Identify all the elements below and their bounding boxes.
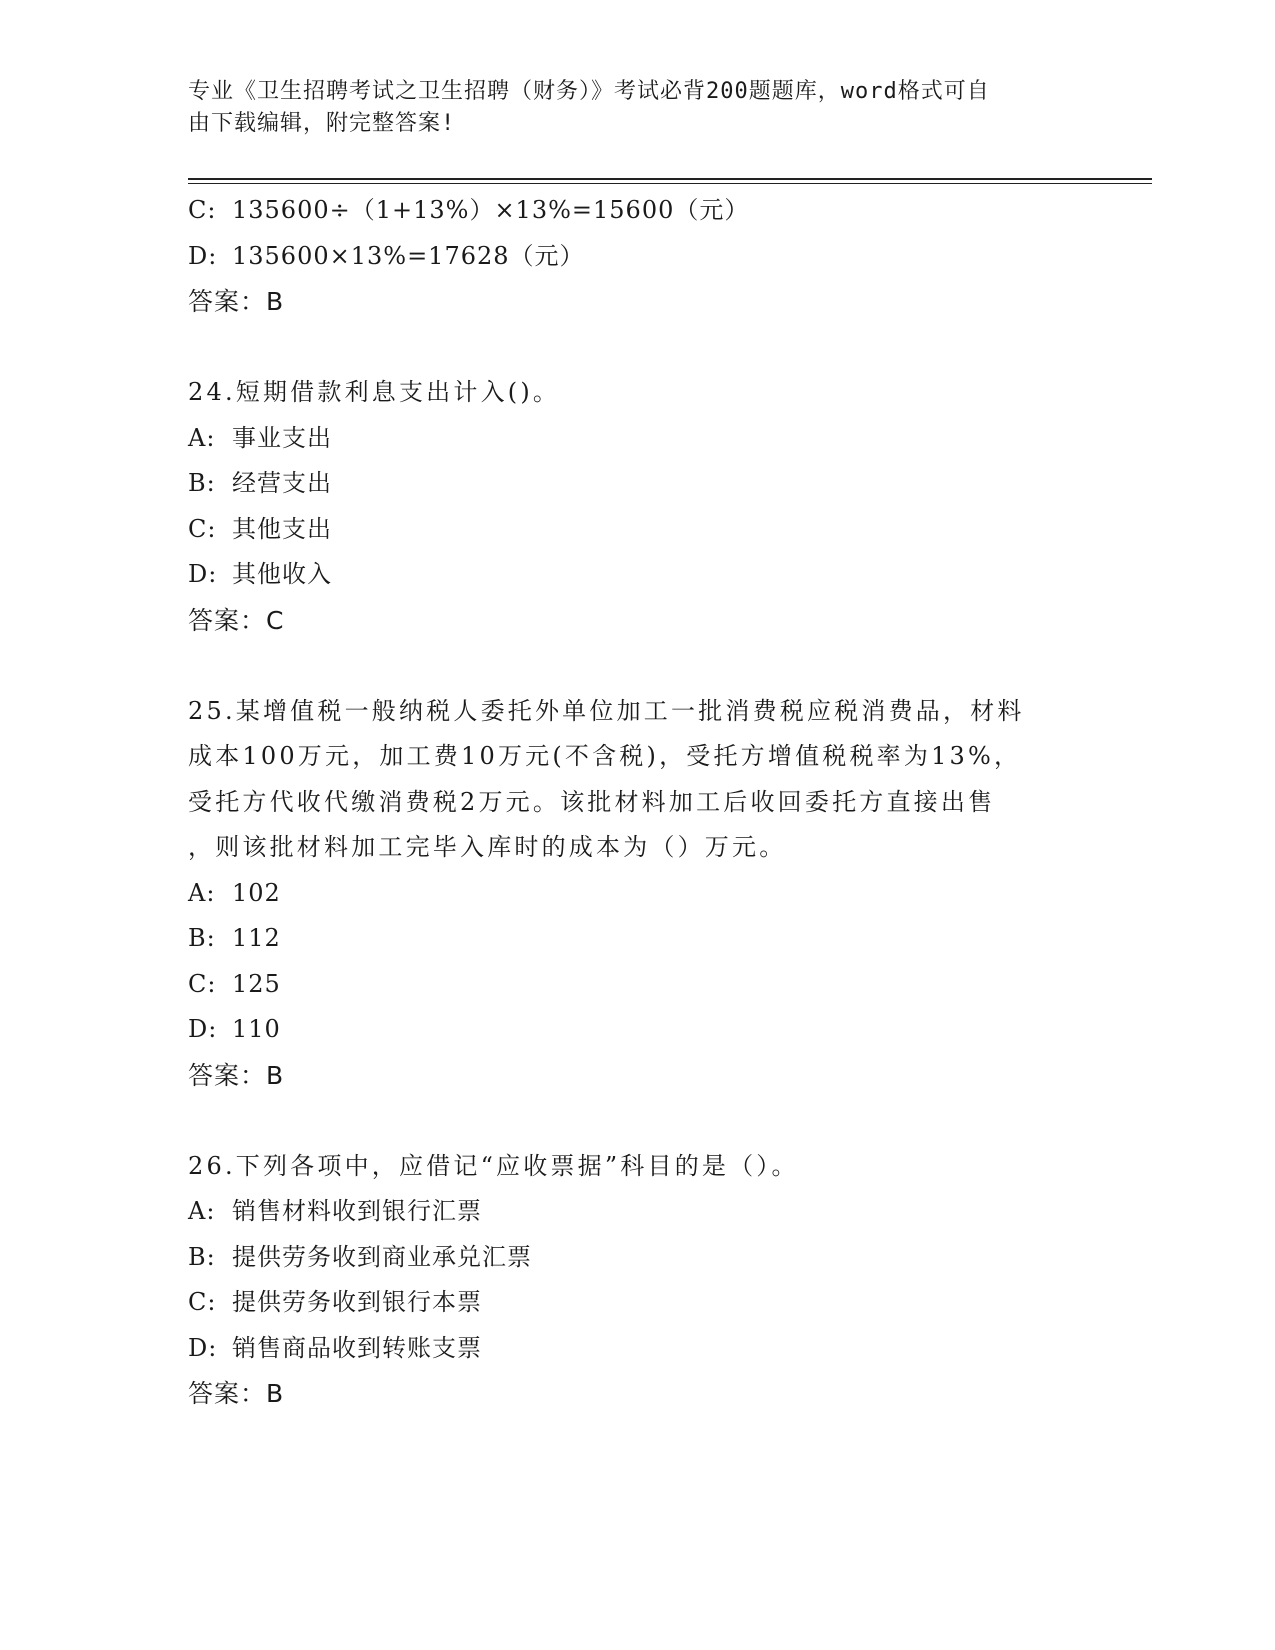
option-c (188, 188, 1088, 234)
stem-line: 24.短期借款利息支出计入()。 (188, 378, 561, 406)
option-text: 135600×13%=17628（元） (232, 241, 585, 270)
option-d (188, 234, 1088, 280)
option-text: 提供劳务收到商业承兑汇票 (232, 1242, 532, 1271)
option-text: 经营支出 (232, 469, 332, 497)
option-a (188, 1189, 1088, 1235)
option-b (188, 1235, 1088, 1281)
option-letter: B: (188, 1242, 216, 1271)
option-a (188, 871, 1088, 917)
option-letter: D: (188, 241, 218, 270)
question-stem (188, 370, 1068, 416)
option-letter: D: (188, 560, 218, 588)
option-d (188, 1326, 1088, 1372)
option-c (188, 1280, 1088, 1326)
answer-line: 答案：B (188, 1060, 285, 1090)
spacer (188, 325, 1088, 371)
option-letter: B: (188, 924, 216, 952)
option-text: 125 (232, 969, 281, 998)
option-d (188, 552, 1088, 598)
option-letter: A: (188, 423, 216, 452)
spacer (188, 643, 1088, 689)
question-24 (188, 370, 1088, 643)
option-b (188, 461, 1088, 507)
spacer (188, 1098, 1088, 1144)
option-letter: C: (188, 196, 217, 224)
option-text: 其他收入 (232, 560, 332, 588)
option-letter: A: (188, 878, 216, 907)
stem-line: 26.下列各项中，应借记“应收票据”科目的是（）。 (188, 1151, 799, 1180)
option-letter: C: (188, 514, 217, 543)
option-letter: B: (188, 469, 216, 497)
option-c (188, 507, 1088, 553)
option-text: 销售商品收到转账支票 (232, 1333, 482, 1362)
answer-line: 答案：C (188, 605, 285, 635)
question-stem (188, 689, 1068, 871)
question-stem (188, 1144, 1068, 1190)
option-text: 110 (232, 1015, 281, 1043)
stem-line: 成本100万元，加工费10万元(不含税)，受托方增值税税率为13%， (188, 742, 1022, 770)
question-23-continued (188, 188, 1088, 325)
option-text: 102 (232, 878, 281, 907)
option-letter: D: (188, 1015, 218, 1043)
header-title-line-2: 由下载编辑，附完整答案! (188, 111, 456, 136)
question-list (188, 188, 1088, 1417)
option-letter: C: (188, 1288, 217, 1316)
stem-line: 25.某增值税一般纳税人委托外单位加工一批消费税应税消费品，材料 (188, 696, 1025, 725)
option-d (188, 1007, 1088, 1053)
option-text: 其他支出 (232, 514, 332, 543)
answer-line: 答案：B (188, 1379, 285, 1408)
option-letter: D: (188, 1333, 218, 1362)
header-divider-thick (188, 178, 1152, 180)
option-letter: C: (188, 969, 217, 998)
option-b (188, 916, 1088, 962)
option-c (188, 962, 1088, 1008)
header-title-line-1: 专业《卫生招聘考试之卫生招聘（财务）》考试必背200题题库，word格式可自 (188, 79, 990, 104)
option-letter: A: (188, 1197, 216, 1225)
question-25 (188, 689, 1088, 1099)
option-text: 事业支出 (232, 423, 332, 452)
stem-line: ，则该批材料加工完毕入库时的成本为（）万元。 (188, 833, 787, 861)
option-a (188, 416, 1088, 462)
header-divider-thin (188, 183, 1152, 184)
option-text: 销售材料收到银行汇票 (232, 1197, 482, 1225)
question-26 (188, 1144, 1088, 1417)
option-text: 提供劳务收到银行本票 (232, 1288, 482, 1316)
document-header (188, 76, 1068, 140)
answer-line: 答案：B (188, 287, 285, 316)
stem-line: 受托方代收代缴消费税2万元。该批材料加工后收回委托方直接出售 (188, 787, 996, 816)
option-text: 112 (232, 924, 281, 952)
option-text: 135600÷（1+13%）×13%=15600（元） (232, 196, 750, 224)
